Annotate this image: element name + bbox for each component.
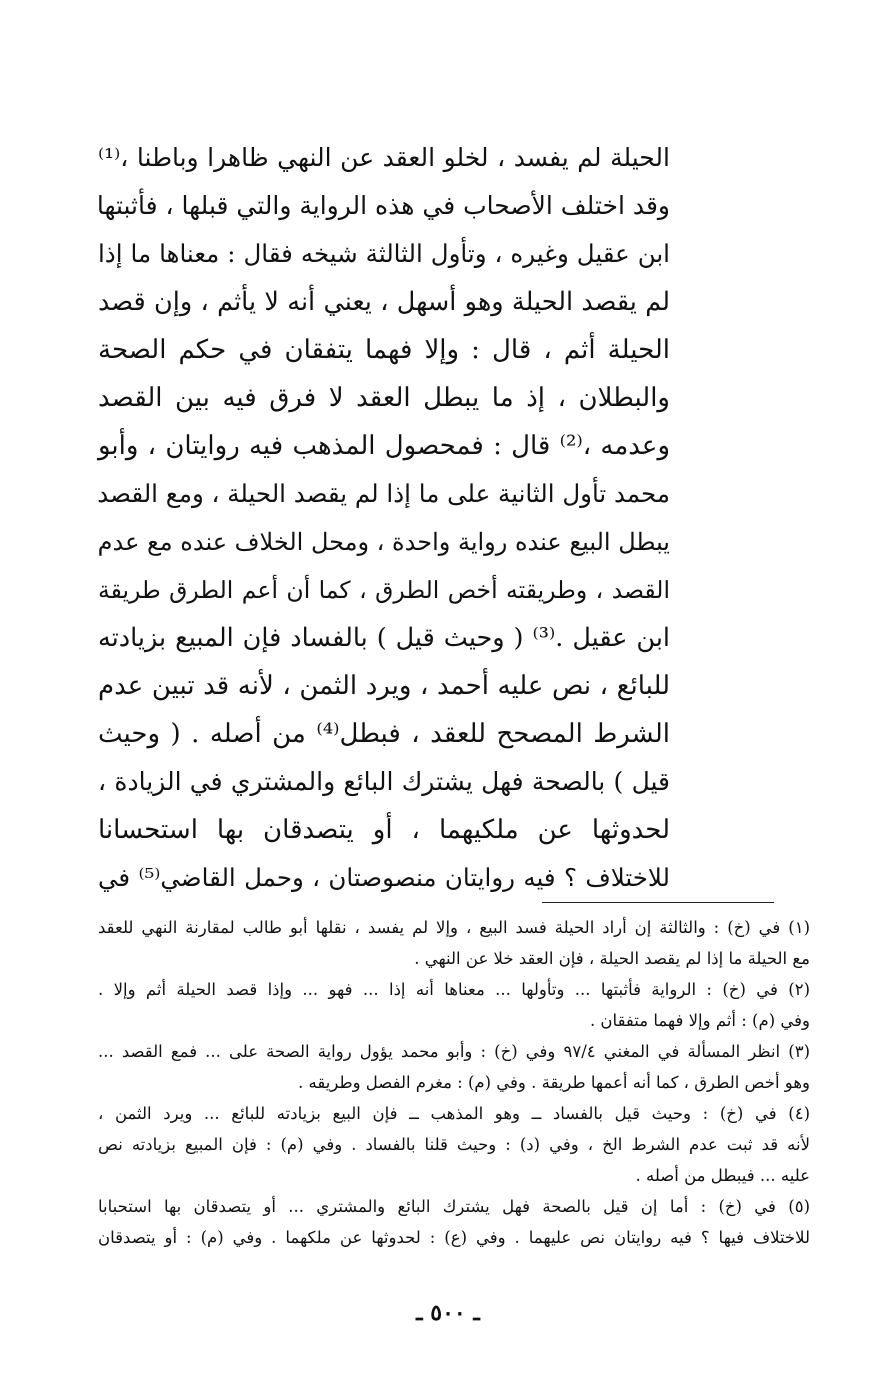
main-text-line: الحيلة أثم ، قال : وإلا فهما يتفقان في حكم الصحة bbox=[98, 335, 670, 365]
main-text-line: للاختلاف ؟ فيه روايتان منصوصتان ، وحمل القاضي⁽⁵⁾ في bbox=[98, 863, 671, 892]
main-text-line: الحيلة لم يفسد ، لخلو العقد عن النهي ظاهرا وباطنا ،⁽¹⁾ bbox=[98, 143, 670, 172]
main-text-line: ابن عقيل وغيره ، وتأول الثالثة شيخه فقال : معناها ما إذا bbox=[98, 239, 670, 268]
main-text-line: الشرط المصحح للعقد ، فبطل⁽⁴⁾ من أصله . ( وحيث bbox=[98, 719, 670, 749]
main-text-line: ابن عقيل .⁽³⁾ ( وحيث قيل ) بالفساد فإن المبيع بزيادته bbox=[98, 623, 671, 653]
main-text-line: وعدمه ،⁽²⁾ قال : فمحصول المذهب فيه روايتان ، وأبو bbox=[98, 431, 671, 461]
main-text-line: وقد اختلف الأصحاب في هذه الرواية والتي قبلها ، فأثبتها bbox=[96, 191, 670, 220]
footnote-line: مع الحيلة ما إذا لم يقصد الحيلة ، فإن العقد خلا عن النهي . bbox=[414, 949, 810, 968]
main-text-line: والبطلان ، إذ ما يبطل العقد لا فرق فيه بين القصد bbox=[98, 383, 670, 413]
main-text-line: يبطل البيع عنده رواية واحدة ، ومحل الخلاف عنده مع عدم bbox=[97, 528, 670, 556]
footnotes-block bbox=[98, 912, 810, 1253]
footnote-line: (٣) انظر المسألة في المغني ٩٧/٤ وفي (خ) : وأبو محمد يؤول رواية الصحة على ... فمع القصد ... bbox=[98, 1042, 810, 1061]
footnote-line: للاختلاف فيها ؟ فيه روايتان نص عليهما . وفي (ع) : لحدوثها عن ملكهما . وفي (م) : أو يتصدقان bbox=[98, 1228, 810, 1247]
footnote-separator bbox=[542, 902, 774, 903]
main-text-line: لم يقصد الحيلة وهو أسهل ، يعني أنه لا يأثم ، وإن قصد bbox=[98, 287, 670, 317]
footnote-line: (١) في (خ) : والثالثة إن أراد الحيلة فسد البيع ، وإلا لم يفسد ، نقلها أبو طالب لمقارنة النهي للعقد bbox=[98, 918, 810, 937]
footnote-line: لأنه قد ثبت عدم الشرط الخ ، وفي (د) : وحيث قلنا بالفساد . وفي (م) : فإن المبيع بزيادته نص bbox=[98, 1135, 810, 1154]
footnote-line: عليه ... فيبطل من أصله . bbox=[635, 1166, 810, 1185]
main-text-line: القصد ، وطريقته أخص الطرق ، كما أن أعم الطرق طريقة bbox=[98, 576, 670, 604]
main-text-line: قيل ) بالصحة فهل يشترك البائع والمشتري في الزيادة ، bbox=[98, 767, 670, 796]
main-text-line: محمد تأول الثانية على ما إذا لم يقصد الحيلة ، ومع القصد bbox=[97, 479, 670, 508]
main-text-block bbox=[98, 134, 670, 902]
footnote-line: (٢) في (خ) : الرواية فأثبتها ... وتأولها ... معناها أنه إذا ... فهو ... وإذا قصد الحيلة أثم وإلا . bbox=[98, 980, 810, 999]
footnote-line: وهو أخص الطرق ، كما أنه أعمها طريقة . وفي (م) : مغرم الفصل وطريقه . bbox=[298, 1073, 810, 1092]
page-number: ـ ٥٠٠ ـ bbox=[416, 1300, 480, 1326]
footnote-line: (٤) في (خ) : وحيث قيل بالفساد ــ وهو المذهب ــ فإن البيع بزيادته للبائع ... ويرد الثمن ، bbox=[98, 1104, 810, 1123]
main-text-line: للبائع ، نص عليه أحمد ، ويرد الثمن ، لأنه قد تبين عدم bbox=[98, 671, 670, 701]
main-text-line: لحدوثها عن ملكيهما ، أو يتصدقان بها استحسانا bbox=[98, 815, 670, 845]
footnote-line: (٥) في (خ) : أما إن قيل بالصحة فهل يشترك البائع والمشتري ... أو يتصدقان بها استحبابا bbox=[98, 1197, 810, 1216]
footnote-line: وفي (م) : أثم وإلا فهما متفقان . bbox=[589, 1011, 810, 1030]
